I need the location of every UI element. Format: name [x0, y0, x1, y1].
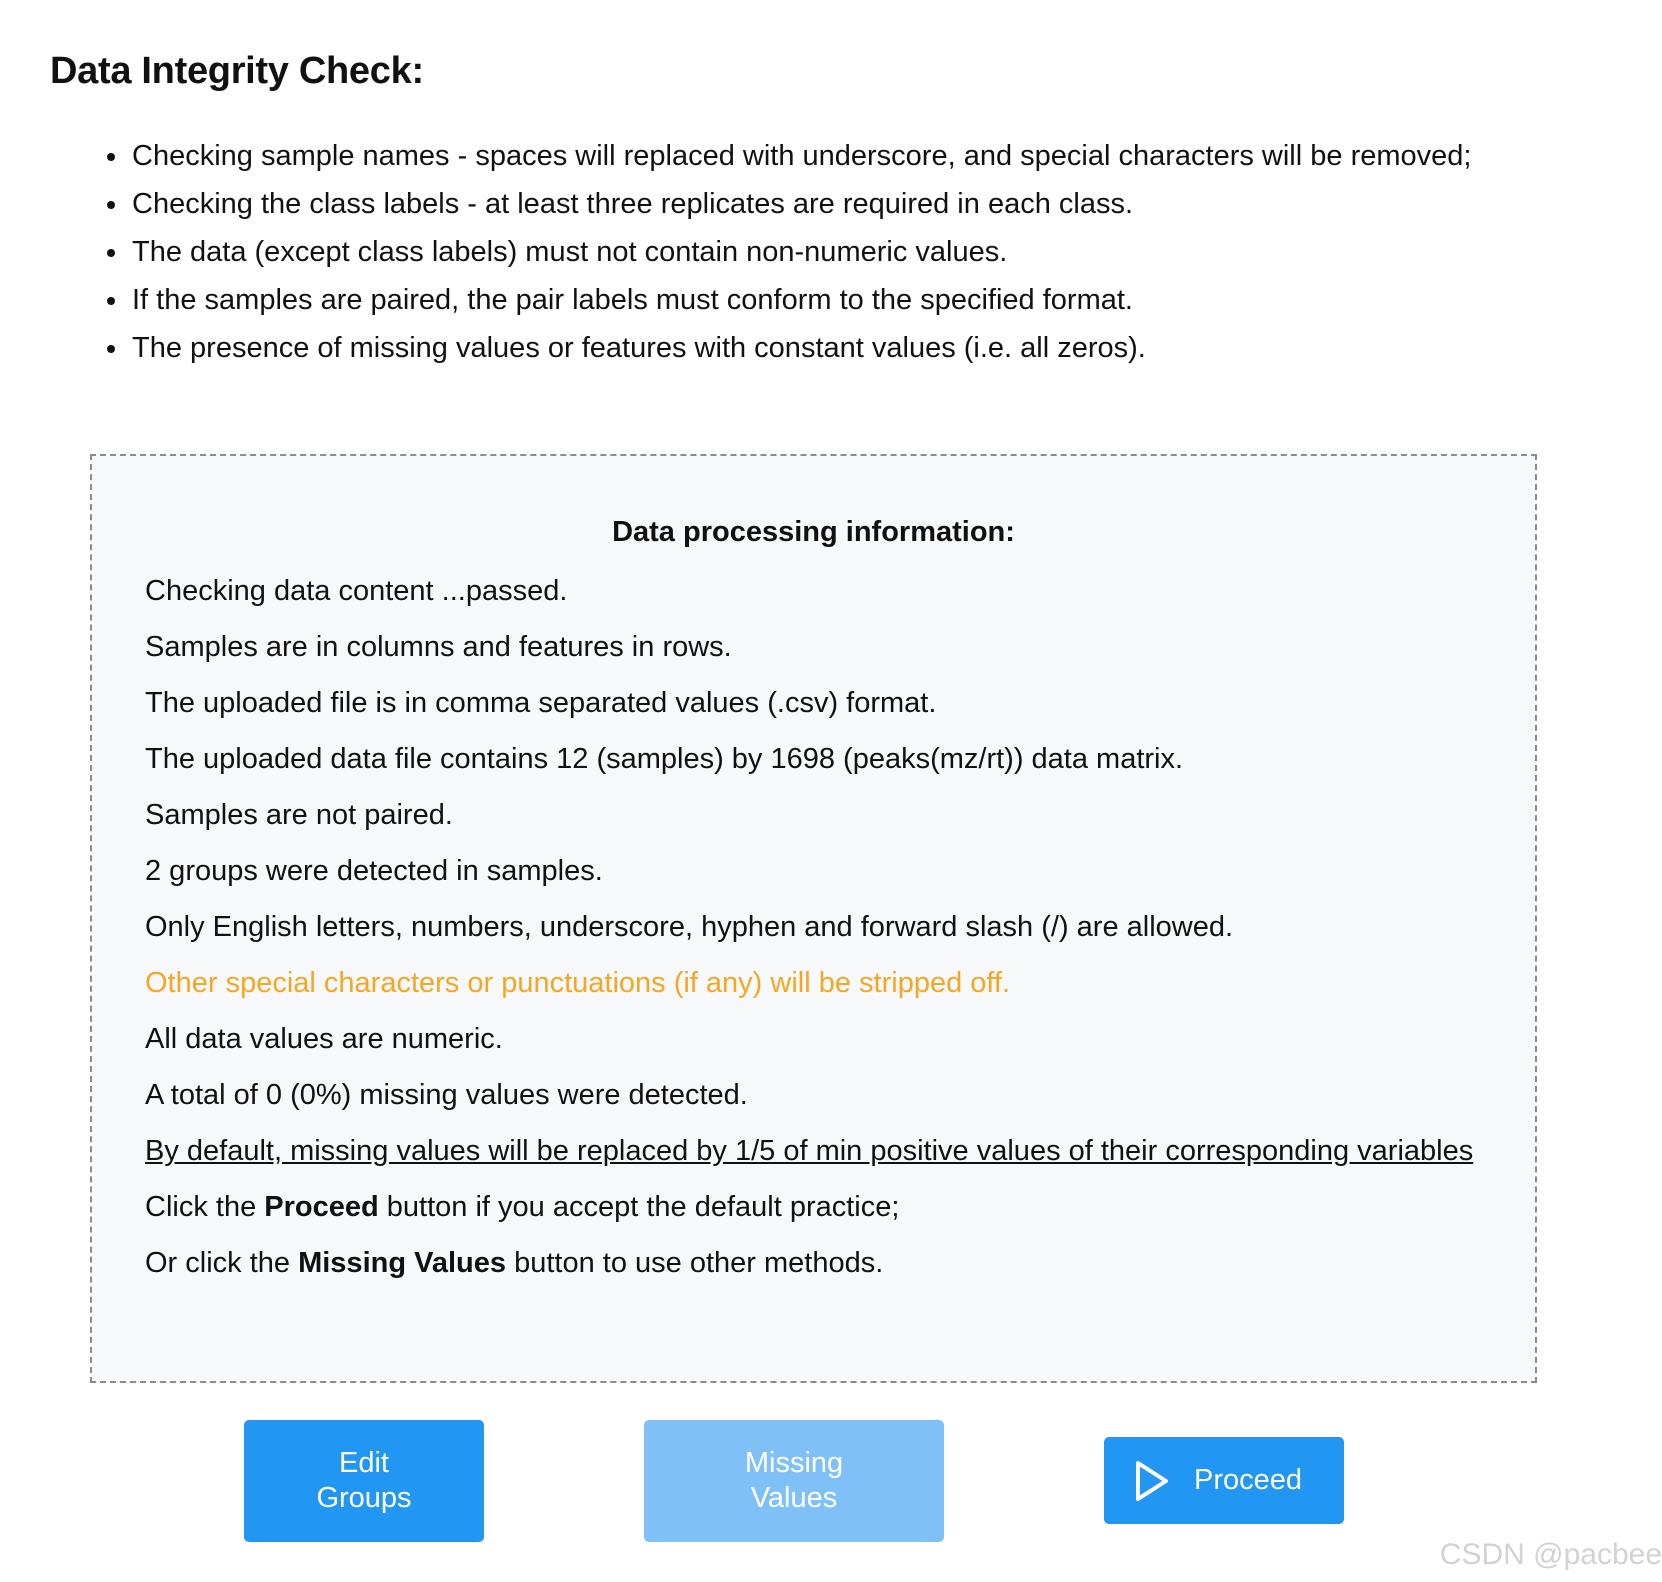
- check-item-missing-values: • The presence of missing values or features with constant values (i.e. all zeros).: [130, 324, 1530, 372]
- check-item-numeric-values: • The data (except class labels) must not contain non-numeric values.: [130, 228, 1530, 276]
- missing-values-label: Missing Values: [744, 1447, 844, 1514]
- proceed-hint-after: button if you accept the default practice;: [378, 1191, 900, 1223]
- play-icon: [1134, 1460, 1170, 1502]
- proceed-hint-bold: Proceed: [264, 1191, 379, 1223]
- info-line-missing-hint: [145, 1239, 1495, 1287]
- edit-groups-label: Edit Groups: [316, 1447, 412, 1514]
- proceed-label: Proceed: [1194, 1464, 1303, 1496]
- proceed-hint-before: Click the: [145, 1191, 265, 1223]
- missing-hint-bold: Missing Values: [298, 1247, 507, 1279]
- info-line-groups: 2 groups were detected in samples.: [145, 855, 603, 887]
- panel-title: Data processing information:: [612, 516, 1015, 548]
- info-line-missing-count: A total of 0 (0%) missing values were detected.: [145, 1079, 748, 1111]
- integrity-checks-list: [82, 132, 1530, 372]
- info-line-numeric: All data values are numeric.: [145, 1023, 503, 1055]
- info-line-matrix-size: The uploaded data file contains 12 (samples) by 1698 (peaks(mz/rt)) data matrix.: [145, 743, 1184, 775]
- data-processing-panel: [90, 454, 1537, 1383]
- missing-hint-before: Or click the: [145, 1247, 299, 1279]
- check-item-paired-samples: • If the samples are paired, the pair labels must conform to the specified format.: [130, 276, 1530, 324]
- edit-groups-button[interactable]: [244, 1420, 484, 1542]
- missing-hint-after: button to use other methods.: [506, 1247, 884, 1279]
- proceed-button[interactable]: [1104, 1437, 1344, 1524]
- missing-values-button[interactable]: [644, 1420, 944, 1542]
- processing-messages: [145, 567, 1495, 1295]
- info-line-default-imputation: By default, missing values will be replaced by 1/5 of min positive values of their corresponding variables: [145, 1135, 1474, 1167]
- info-line-strip-warning: Other special characters or punctuations (if any) will be stripped off.: [145, 967, 1011, 999]
- page-title: Data Integrity Check:: [50, 50, 424, 92]
- info-line-content-check: Checking data content ...passed.: [145, 575, 568, 607]
- info-line-orientation: Samples are in columns and features in rows.: [145, 631, 732, 663]
- watermark: CSDN @pacbee: [1439, 1538, 1662, 1571]
- info-line-allowed-characters: Only English letters, numbers, underscore, hyphen and forward slash (/) are allowed.: [145, 911, 1234, 943]
- check-item-sample-names: • Checking sample names - spaces will replaced with underscore, and special characters will be removed;: [130, 132, 1530, 180]
- info-line-proceed-hint: [145, 1183, 1495, 1231]
- info-line-pairing: Samples are not paired.: [145, 799, 453, 831]
- info-line-file-format: The uploaded file is in comma separated values (.csv) format.: [145, 687, 937, 719]
- check-item-class-labels: • Checking the class labels - at least three replicates are required in each class.: [130, 180, 1530, 228]
